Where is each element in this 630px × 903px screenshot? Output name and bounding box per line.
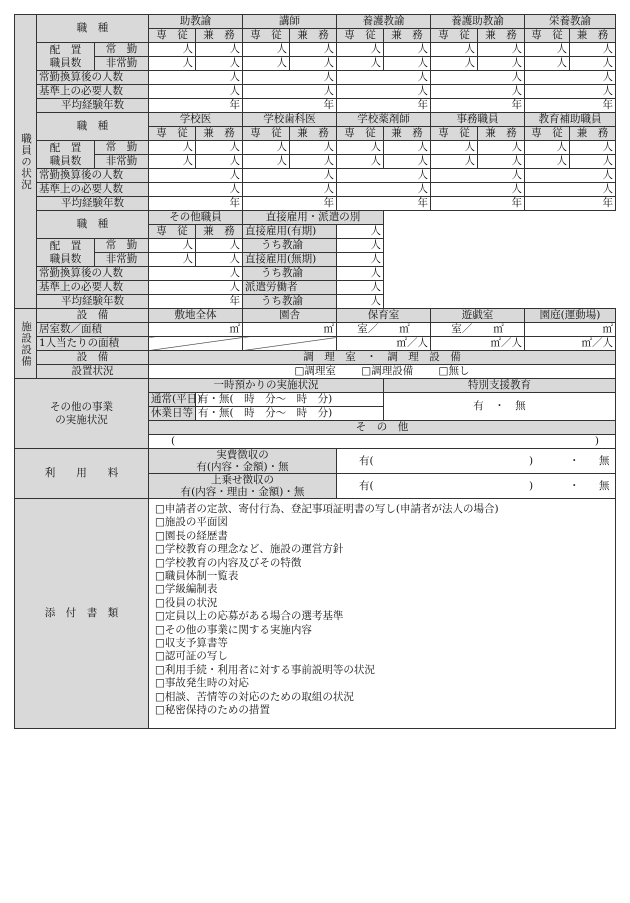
per-person-field[interactable]: ㎡／人 [431, 337, 525, 351]
fte-field[interactable]: 人 [243, 169, 337, 183]
fulltime-dedicated-header: 専 従 [149, 29, 196, 43]
required-field[interactable]: 人 [243, 85, 337, 99]
direct-employment-header: 直接雇用・派遣の別 [243, 211, 384, 225]
concurrent-header: 兼 務 [196, 127, 243, 141]
attachment-item[interactable]: □利用手続・利用者に対する事前説明等の状況 [155, 663, 375, 676]
required-label: 基準上の必要人数 [37, 85, 149, 99]
concurrent-header: 兼 務 [570, 29, 616, 43]
count-field[interactable]: 人 [570, 43, 616, 57]
count-field[interactable]: 人 [478, 43, 525, 57]
special-support-header: 特別支援教育 [384, 379, 616, 393]
count-field[interactable]: 人 [337, 57, 384, 71]
years-field[interactable]: 年 [149, 197, 243, 211]
required-field[interactable]: 人 [149, 85, 243, 99]
required-field[interactable]: 人 [525, 85, 616, 99]
concurrent-header: 兼 務 [196, 29, 243, 43]
fte-label: 常勤換算後の人数 [37, 267, 149, 281]
diagonal-cell [243, 337, 337, 351]
col-header: 養護教諭 [337, 15, 431, 29]
attachment-item[interactable]: □職員体制一覧表 [155, 570, 239, 583]
room-area-label: 居室数／面積 [37, 323, 149, 337]
fee-label: 利 用 料 [15, 449, 149, 499]
count-field[interactable]: 人 [525, 155, 570, 169]
actual-cost-field[interactable]: 有( ) ・ 無 [337, 449, 616, 474]
count-field[interactable]: 人 [290, 57, 337, 71]
count-field[interactable]: 人 [384, 57, 431, 71]
cooking-equipment-checkbox[interactable]: □調理設備 [361, 365, 414, 377]
count-field[interactable]: 人 [243, 57, 290, 71]
attachment-item[interactable]: □学校教育の内容及びその特徴 [155, 556, 302, 569]
fte-field[interactable]: 人 [149, 267, 243, 281]
fte-field[interactable]: 人 [431, 169, 525, 183]
count-field[interactable]: 人 [196, 57, 243, 71]
count-field[interactable]: 人 [478, 141, 525, 155]
holiday-time-field[interactable]: 有・無( 時 分～ 時 分) [196, 407, 384, 421]
count-field[interactable]: 人 [478, 155, 525, 169]
count-field[interactable]: 人 [243, 155, 290, 169]
facility-col-header: 遊戯室 [431, 309, 525, 323]
direct-field[interactable]: 人 [337, 281, 384, 295]
temp-care-header: 一時預かりの実施状況 [149, 379, 384, 393]
attachment-item[interactable]: □申請者の定款、寄付行為、登記事項証明書の写し(申請者が法人の場合) [155, 503, 499, 515]
weekday-time-field[interactable]: 有・無( 時 分～ 時 分) [196, 393, 384, 407]
required-field[interactable]: 人 [431, 85, 525, 99]
count-field[interactable]: 人 [431, 141, 478, 155]
count-field[interactable]: 人 [290, 141, 337, 155]
fte-field[interactable]: 人 [337, 169, 431, 183]
install-status-label: 設置状況 [37, 365, 149, 379]
fulltime-dedicated-header: 専 従 [525, 127, 570, 141]
area-field[interactable]: ㎡ [243, 323, 337, 337]
area-field[interactable]: ㎡ [525, 323, 616, 337]
count-field[interactable]: 人 [570, 141, 616, 155]
fte-label: 常勤換算後の人数 [37, 169, 149, 183]
years-field[interactable]: 年 [337, 99, 431, 113]
col-header: 学校歯科医 [243, 113, 337, 127]
concurrent-header: 兼 務 [384, 29, 431, 43]
per-person-field[interactable]: ㎡／人 [337, 337, 431, 351]
attachment-item[interactable]: □学校教育の理念など、施設の運営方針 [155, 543, 344, 556]
attachment-item[interactable]: □収支予算書等 [155, 637, 228, 650]
fulltime-dedicated-header: 専 従 [337, 127, 384, 141]
fulltime-dedicated-header: 専 従 [149, 225, 196, 239]
count-field[interactable]: 人 [243, 43, 290, 57]
required-field[interactable]: 人 [525, 183, 616, 197]
fulltime-dedicated-header: 専 従 [525, 29, 570, 43]
required-field[interactable]: 人 [431, 183, 525, 197]
fulltime-label: 常 勤 [95, 43, 149, 57]
experience-label: 平均経験年数 [37, 295, 149, 309]
parttime-label: 非常勤 [95, 253, 149, 267]
fte-field[interactable]: 人 [525, 169, 616, 183]
fulltime-dedicated-header: 専 従 [243, 127, 290, 141]
per-person-field[interactable]: ㎡／人 [525, 337, 616, 351]
direct-row-label: うち教諭 [243, 239, 337, 253]
count-field[interactable]: 人 [196, 43, 243, 57]
required-field[interactable]: 人 [149, 183, 243, 197]
fte-label: 常勤換算後の人数 [37, 71, 149, 85]
fte-field[interactable]: 人 [149, 71, 243, 85]
paren-close: ) [594, 435, 599, 447]
required-label: 基準上の必要人数 [37, 281, 149, 295]
blank-area [384, 211, 616, 309]
fulltime-dedicated-header: 専 従 [149, 127, 196, 141]
count-field[interactable]: 人 [478, 57, 525, 71]
room-area-field[interactable]: 室／ ㎡ [431, 323, 525, 337]
holiday-label: 休業日等 [149, 407, 196, 421]
count-field[interactable]: 人 [337, 155, 384, 169]
experience-label: 平均経験年数 [37, 99, 149, 113]
attachment-item[interactable]: □その他の事業に関する実施内容 [155, 623, 312, 636]
count-field[interactable]: 人 [149, 239, 196, 253]
attachment-item[interactable]: □学級編制表 [155, 583, 218, 596]
parttime-label: 非常勤 [95, 57, 149, 71]
count-field[interactable]: 人 [525, 57, 570, 71]
cooking-header: 調 理 室 ・ 調 理 設 備 [149, 351, 616, 365]
parttime-label: 非常勤 [95, 155, 149, 169]
count-field[interactable]: 人 [196, 239, 243, 253]
fulltime-dedicated-header: 専 従 [243, 29, 290, 43]
count-field[interactable]: 人 [384, 43, 431, 57]
count-field[interactable]: 人 [149, 155, 196, 169]
count-field[interactable]: 人 [149, 57, 196, 71]
col-header: 事務職員 [431, 113, 525, 127]
actual-cost-label: 実費徴収の 有(内容・金額)・無 [149, 449, 337, 474]
fulltime-dedicated-header: 専 従 [431, 127, 478, 141]
direct-row-label: 直接雇用(無期) [243, 253, 337, 267]
area-field[interactable]: ㎡ [149, 323, 243, 337]
cooking-room-checkbox[interactable]: □調理室 [294, 365, 336, 377]
count-field[interactable]: 人 [196, 155, 243, 169]
direct-field[interactable]: 人 [337, 295, 384, 309]
count-field[interactable]: 人 [149, 253, 196, 267]
fte-field[interactable]: 人 [525, 71, 616, 85]
concurrent-header: 兼 務 [478, 29, 525, 43]
fulltime-label: 常 勤 [95, 239, 149, 253]
required-field[interactable]: 人 [337, 85, 431, 99]
count-field[interactable]: 人 [243, 141, 290, 155]
col-header: 学校薬剤師 [337, 113, 431, 127]
fte-field[interactable]: 人 [431, 71, 525, 85]
count-field[interactable]: 人 [290, 155, 337, 169]
count-field[interactable]: 人 [384, 141, 431, 155]
direct-row-label: 派遣労働者 [243, 281, 337, 295]
staff-count-label: 配 置 職員数 [37, 43, 95, 71]
other-business-label: その他の事業 の実施状況 [15, 379, 149, 449]
fulltime-dedicated-header: 専 従 [431, 29, 478, 43]
col-header: 学校医 [149, 113, 243, 127]
count-field[interactable]: 人 [290, 43, 337, 57]
col-header: 養護助教諭 [431, 15, 525, 29]
col-header: 教育補助職員 [525, 113, 616, 127]
concurrent-header: 兼 務 [478, 127, 525, 141]
attachment-item[interactable]: □秘密保持のための措置 [155, 704, 270, 717]
attachment-item[interactable]: □定員以上の応募がある場合の選考基準 [155, 610, 344, 623]
count-field[interactable]: 人 [337, 141, 384, 155]
direct-row-label: うち教諭 [243, 267, 337, 281]
direct-field[interactable]: 人 [337, 225, 384, 239]
job-type-header: 職 種 [37, 15, 149, 43]
job-type-header: 職 種 [37, 211, 149, 239]
concurrent-header: 兼 務 [290, 127, 337, 141]
weekday-label: 通常(平日) [149, 393, 196, 407]
direct-field[interactable]: 人 [337, 239, 384, 253]
count-field[interactable]: 人 [149, 141, 196, 155]
facility-col-header: 保育室 [337, 309, 431, 323]
attachments-list [149, 499, 616, 729]
room-area-field[interactable]: 室／ ㎡ [337, 323, 431, 337]
years-field[interactable]: 年 [431, 99, 525, 113]
required-field[interactable]: 人 [149, 281, 243, 295]
required-field[interactable]: 人 [337, 183, 431, 197]
attachment-item[interactable]: □認可証の写し [155, 650, 228, 663]
count-field[interactable]: 人 [431, 57, 478, 71]
other-staff-header: その他職員 [149, 211, 243, 225]
equipment-header: 設 備 [37, 309, 149, 323]
concurrent-header: 兼 務 [196, 225, 243, 239]
required-field[interactable]: 人 [243, 183, 337, 197]
experience-label: 平均経験年数 [37, 197, 149, 211]
attachment-item[interactable]: □役員の状況 [155, 596, 218, 609]
direct-field[interactable]: 人 [337, 267, 384, 281]
fte-field[interactable]: 人 [243, 71, 337, 85]
direct-row-label: うち教諭 [243, 295, 337, 309]
surcharge-label: 上乗せ徴収の 有(内容・理由・金額)・無 [149, 474, 337, 499]
attachment-item[interactable]: □園長の経歴書 [155, 529, 228, 542]
years-field[interactable]: 年 [337, 197, 431, 211]
other-header: そ の 他 [149, 421, 616, 435]
count-field[interactable]: 人 [525, 141, 570, 155]
years-field[interactable]: 年 [525, 99, 616, 113]
years-field[interactable]: 年 [525, 197, 616, 211]
per-person-label: 1人当たりの面積 [37, 337, 149, 351]
count-field[interactable]: 人 [149, 43, 196, 57]
fte-field[interactable]: 人 [149, 169, 243, 183]
other-field[interactable] [149, 435, 616, 449]
concurrent-header: 兼 務 [570, 127, 616, 141]
application-form [14, 14, 615, 729]
col-header: 栄養教諭 [525, 15, 616, 29]
staff-count-label: 配 置 職員数 [37, 141, 95, 169]
count-field[interactable]: 人 [570, 155, 616, 169]
count-field[interactable]: 人 [384, 155, 431, 169]
count-field[interactable]: 人 [431, 155, 478, 169]
years-field[interactable]: 年 [149, 295, 243, 309]
count-field[interactable]: 人 [196, 141, 243, 155]
required-label: 基準上の必要人数 [37, 183, 149, 197]
count-field[interactable]: 人 [570, 57, 616, 71]
fulltime-label: 常 勤 [95, 141, 149, 155]
job-type-header: 職 種 [37, 113, 149, 141]
facility-col-header: 園庭(運動場) [525, 309, 616, 323]
none-checkbox[interactable]: □無し [438, 365, 470, 377]
form-table [14, 14, 616, 729]
years-field[interactable]: 年 [243, 197, 337, 211]
concurrent-header: 兼 務 [290, 29, 337, 43]
attachment-item[interactable]: □施設の平面図 [155, 516, 228, 529]
count-field[interactable]: 人 [431, 43, 478, 57]
facility-section-label: 施設設備 [15, 309, 37, 379]
diagonal-cell [149, 337, 243, 351]
col-header: 助教諭 [149, 15, 243, 29]
facility-col-header: 敷地全体 [149, 309, 243, 323]
surcharge-field[interactable]: 有( ) ・ 無 [337, 474, 616, 499]
staff-section-label: 職員の状況 [15, 15, 37, 309]
direct-field[interactable]: 人 [337, 253, 384, 267]
years-field[interactable]: 年 [243, 99, 337, 113]
direct-row-label: 直接雇用(有期) [243, 225, 337, 239]
facility-col-header: 園舎 [243, 309, 337, 323]
attachment-item[interactable]: □事故発生時の対応 [155, 677, 249, 690]
special-support-field[interactable]: 有 ・ 無 [384, 393, 616, 421]
fte-field[interactable]: 人 [337, 71, 431, 85]
install-status-options [149, 365, 616, 379]
count-field[interactable]: 人 [525, 43, 570, 57]
fulltime-dedicated-header: 専 従 [337, 29, 384, 43]
years-field[interactable]: 年 [149, 99, 243, 113]
staff-count-label: 配 置 職員数 [37, 239, 95, 267]
col-header: 講師 [243, 15, 337, 29]
concurrent-header: 兼 務 [384, 127, 431, 141]
equipment-header: 設 備 [37, 351, 149, 365]
paren-open: ( [171, 435, 176, 447]
count-field[interactable]: 人 [196, 253, 243, 267]
count-field[interactable]: 人 [337, 43, 384, 57]
attachment-item[interactable]: □相談、苦情等の対応のための取組の状況 [155, 690, 354, 703]
years-field[interactable]: 年 [431, 197, 525, 211]
attachments-label: 添 付 書 類 [15, 499, 149, 729]
